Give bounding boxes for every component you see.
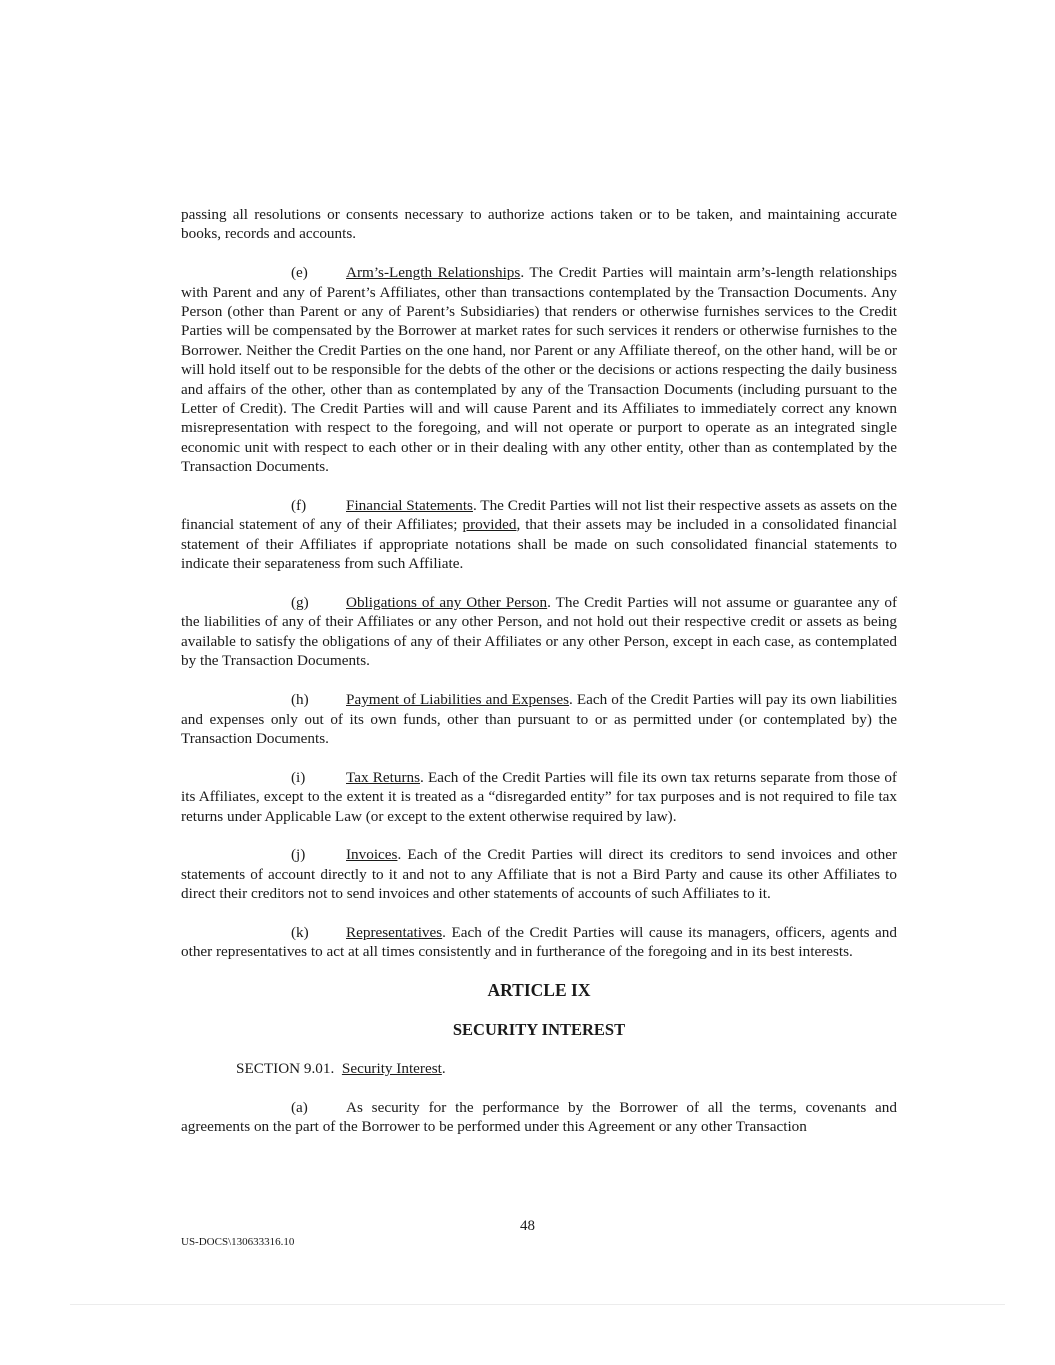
provided-term: provided [462, 516, 517, 534]
paragraph-text: . The Credit Parties will maintain arm’s-length relationships with Parent and any of Parent’s Affiliates, other than transactions contemplated by the Transaction Documents. Any Person (other than Parent or any of Parent’s Subsidiaries) that renders or otherwise furnishes services to the Credit Parties will be compensated by the Borrower at market rates for such services it renders or otherwise furnishes to the Borrower. Neither the Credit Parties on the one hand, nor Parent or any Affiliate thereof, on the other hand, will be or will hold itself out to be responsible for the debts of the other or the decisions or actions respecting the daily business and affairs of the other, other than as contemplated by any of the Transaction Documents (including pursuant to the Letter of Credit). The Credit Parties will and will cause Parent and its Affiliates to immediately correct any known misrepresentation with respect to the foregoing, and will not operate or purport to operate as an integrated single economic unit with respect to each other or in their dealing with any other entity, other than as contemplated by the Transaction Documents. [181, 264, 898, 476]
paragraph-text: As security for the performance by the Borrower of all the terms, covenants and agreements on the part of the Borrower to be performed under this Agreement or any other Transaction [181, 1098, 897, 1135]
paragraph-k [181, 923, 897, 962]
paragraph-marker: (k) [291, 923, 309, 941]
paragraph-text: . Each of the Credit Parties will file its own tax returns separate from those of its Affiliates, except to the extent it is treated as a “disregarded entity” for tax purposes and is not required to file tax returns under Applicable Law (or except to the extent otherwise required by law). [181, 768, 897, 825]
paragraph-text-continued: , that their assets may be included in a consolidated financial statement of their Affiliates if appropriate notations shall be made on such consolidated financial statements to indicate their separateness from such Affiliate. [181, 516, 897, 573]
paragraph-h [181, 690, 897, 748]
article-subheading: SECURITY INTEREST [452, 1019, 626, 1039]
paragraph-caption: Invoices [346, 846, 398, 864]
document-body [181, 205, 897, 1156]
paragraph-caption: Payment of Liabilities and Expenses [346, 691, 569, 709]
paragraph-a [181, 1098, 897, 1137]
document-id: US-DOCS\130633316.10 [181, 1236, 295, 1248]
paragraph-marker: (h) [291, 691, 309, 709]
paragraph-e [181, 263, 897, 476]
paragraph-text: . The Credit Parties will not assume or guarantee any of the liabilities of any of their Affiliates or any other Person, and not hold out their respective credit or assets as being available to satisfy the obligations of any of their Affiliates or any other Person, except in each case, as contemplated by the Transaction Documents. [181, 594, 898, 670]
paragraph-f [181, 496, 897, 574]
paragraph-caption: Financial Statements [346, 497, 473, 515]
paragraph-marker: (f) [291, 497, 307, 515]
paragraph-j [181, 845, 897, 903]
article-heading: ARTICLE IX [487, 980, 591, 1001]
section-number: SECTION 9.01. [236, 1059, 335, 1077]
section-caption: Security Interest [341, 1059, 442, 1077]
paragraph-g [181, 593, 897, 671]
paragraph-text: . Each of the Credit Parties will cause its managers, officers, agents and other representatives to act at all times consistently and in furtherance of the foregoing and in its best interests. [181, 923, 897, 961]
page-number: 48 [520, 1218, 535, 1234]
paragraph-marker: (i) [291, 768, 306, 786]
paragraph-text: . The Credit Parties will not list their respective assets as assets on the financial statement of any of their Affiliates; [181, 497, 898, 534]
paragraph-marker: (e) [291, 264, 308, 282]
section-caption-suffix: . [441, 1059, 446, 1077]
section-heading [236, 1059, 897, 1078]
opening-paragraph: passing all resolutions or consents necessary to authorize actions taken or to be taken, and maintaining accurate books, records and accounts. [181, 206, 897, 243]
paragraph-marker: (a) [291, 1098, 308, 1116]
paragraph-caption: Representatives [346, 923, 443, 941]
paragraph-caption: Obligations of any Other Person [346, 594, 548, 612]
paragraph-caption: Arm’s-Length Relationships [346, 264, 521, 282]
paragraph-i [181, 768, 897, 826]
page-bottom-rule [70, 1304, 1005, 1305]
paragraph-caption: Tax Returns [346, 768, 421, 786]
paragraph-marker: (j) [291, 846, 306, 864]
paragraph-text: . Each of the Credit Parties will pay its own liabilities and expenses only out of its own funds, other than pursuant to or as permitted under (or contemplated by) the Transaction Documents. [181, 691, 897, 747]
paragraph-marker: (g) [291, 594, 309, 612]
paragraph-text: . Each of the Credit Parties will direct its creditors to send invoices and other statements of account directly to it and not to any Affiliate that is not a Bird Party and cause its other Affiliates to direct their creditors not to send invoices and other statements of accounts of such Affiliates to it. [181, 846, 897, 903]
